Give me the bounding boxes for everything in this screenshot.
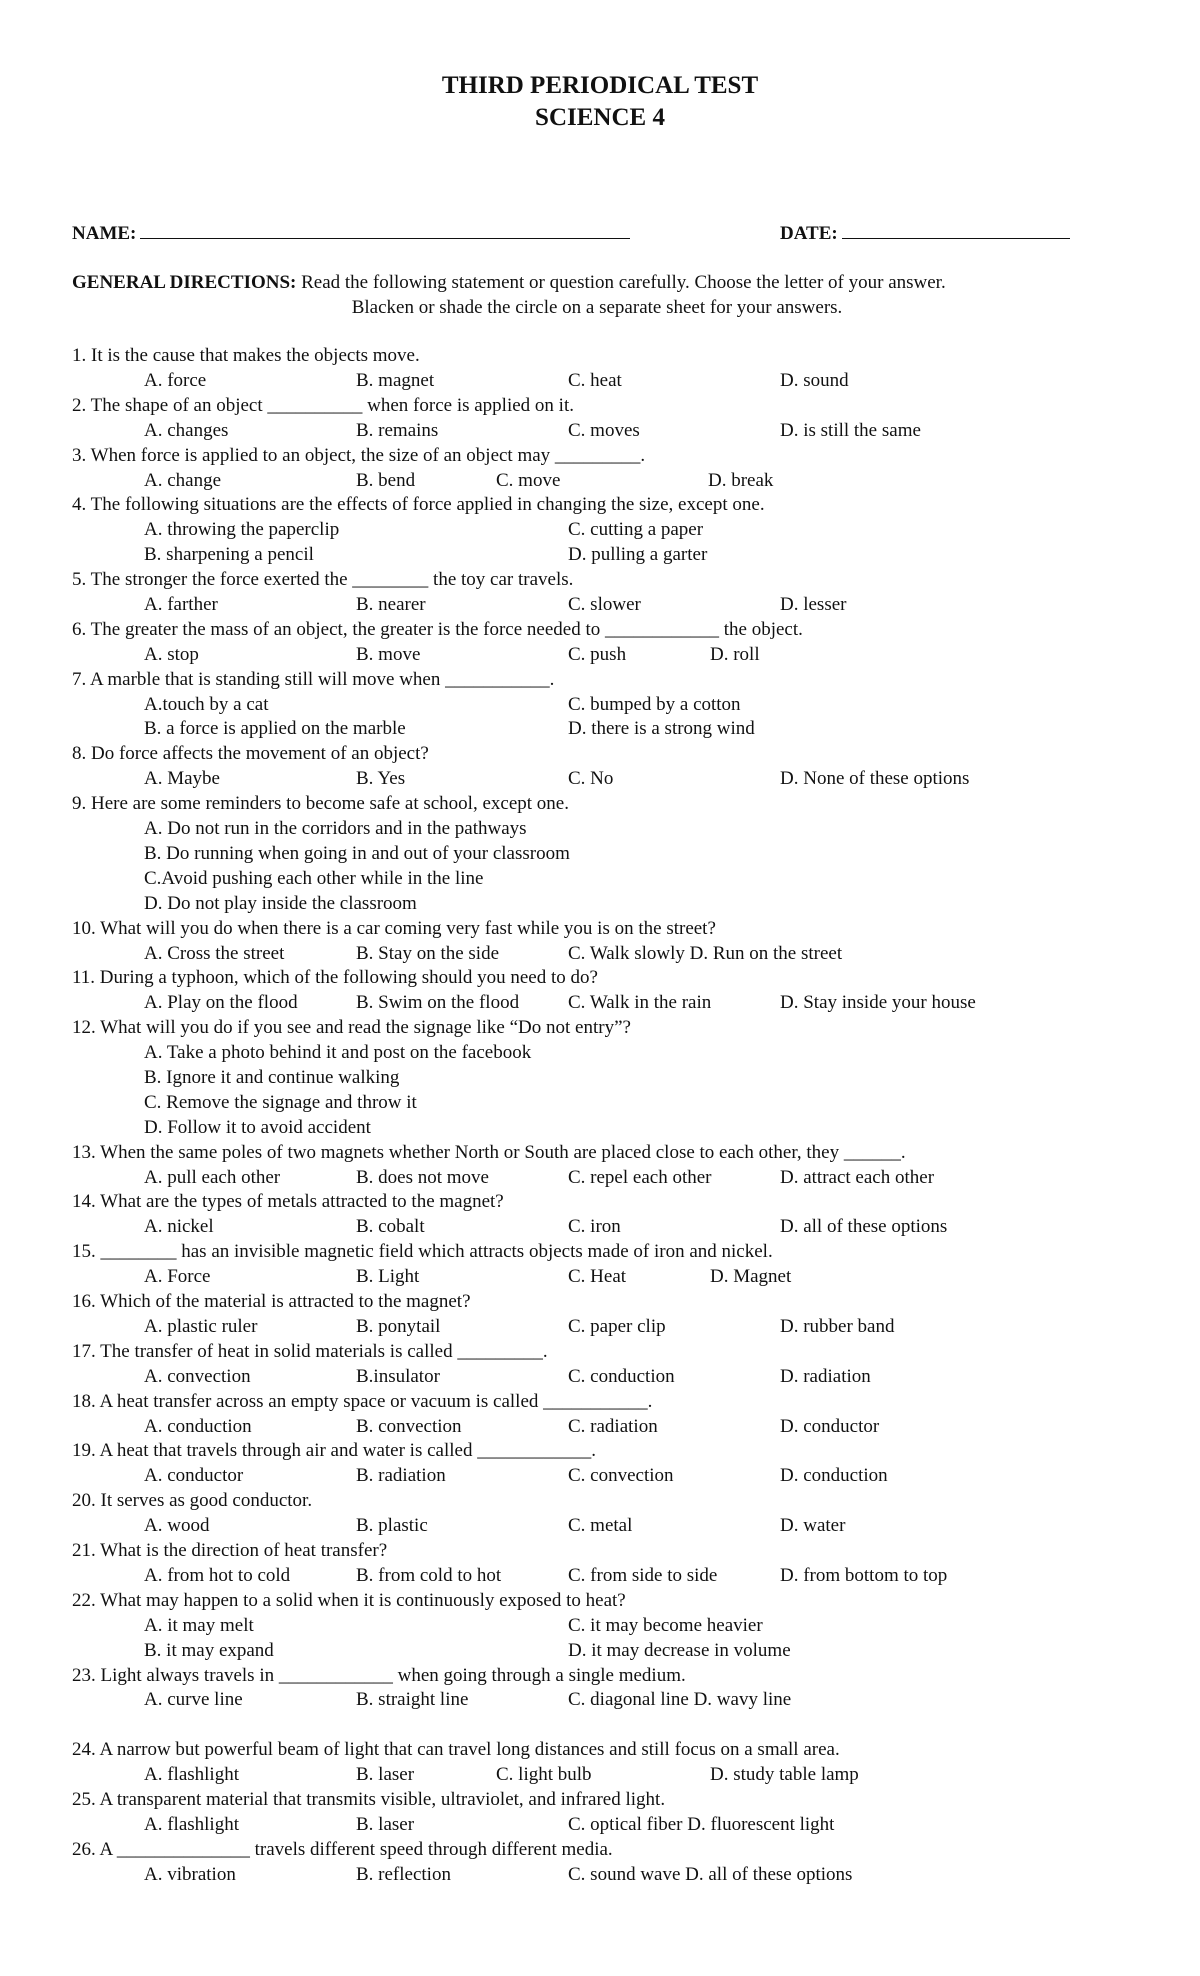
question-text: 20. It serves as good conductor. — [72, 1490, 313, 1512]
answer-option: A. change — [144, 469, 222, 491]
answer-option: C. Heat — [568, 1266, 627, 1288]
directions-label: GENERAL DIRECTIONS: — [72, 272, 297, 293]
answer-option: A. Do not run in the corridors and in the pathways — [144, 818, 527, 840]
answer-option: D. water — [780, 1515, 846, 1537]
option-row — [72, 693, 1152, 718]
option-row — [72, 1464, 1152, 1489]
answer-option: C. diagonal line D. wavy line — [568, 1689, 792, 1711]
answer-option: B. magnet — [356, 369, 435, 391]
answer-option: A. Maybe — [144, 768, 220, 790]
answer-option: B. Yes — [356, 768, 406, 790]
answer-option: C. sound wave D. all of these options — [568, 1863, 853, 1885]
answer-option: B. Light — [356, 1266, 420, 1288]
answer-option: B. it may expand — [144, 1639, 274, 1661]
option-row — [72, 1066, 1152, 1091]
question-text: 24. A narrow but powerful beam of light that can travel long distances and still focus on a small area. — [72, 1739, 840, 1761]
answer-option: A. stop — [144, 643, 199, 665]
option-row — [72, 1639, 1152, 1664]
answer-option: C. cutting a paper — [568, 519, 704, 541]
answer-option: D. conductor — [780, 1415, 880, 1437]
answer-option: C. Walk in the rain — [568, 992, 712, 1014]
answer-option: D. there is a strong wind — [568, 718, 755, 740]
answer-option: A. vibration — [144, 1863, 236, 1885]
answer-option: D. it may decrease in volume — [568, 1639, 791, 1661]
answer-option: D. radiation — [780, 1365, 871, 1387]
option-row — [72, 1763, 1152, 1788]
option-row — [72, 1614, 1152, 1639]
answer-option: D. Stay inside your house — [780, 992, 976, 1014]
answer-option: B. Stay on the side — [356, 942, 500, 964]
answer-option: A. nickel — [144, 1216, 214, 1238]
question-text: 4. The following situations are the effects of force applied in changing the size, except one. — [72, 494, 765, 516]
answer-option: D. attract each other — [780, 1166, 935, 1188]
option-row — [72, 1415, 1152, 1440]
question-text: 6. The greater the mass of an object, the greater is the force needed to ____________ the object. — [72, 618, 803, 640]
question-text: 18. A heat transfer across an empty space or vacuum is called ___________. — [72, 1390, 653, 1412]
answer-option: B. laser — [356, 1813, 415, 1835]
option-row — [72, 1091, 1152, 1116]
answer-option: D. study table lamp — [710, 1764, 859, 1786]
answer-option: C. optical fiber D. fluorescent light — [568, 1813, 835, 1835]
answer-option: C. conduction — [568, 1365, 675, 1387]
option-row — [72, 867, 1152, 892]
option-row — [72, 1116, 1152, 1141]
answer-option: A. curve line — [144, 1689, 243, 1711]
answer-option: C. Remove the signage and throw it — [144, 1091, 417, 1113]
answer-option: B. cobalt — [356, 1216, 425, 1238]
option-row — [72, 1688, 1152, 1713]
answer-option: D. lesser — [780, 593, 847, 615]
answer-option: C. move — [496, 469, 561, 491]
answer-option: D. is still the same — [780, 419, 921, 441]
answer-option: A. plastic ruler — [144, 1315, 258, 1337]
answer-option: C. iron — [568, 1216, 621, 1238]
option-row — [72, 543, 1152, 568]
answer-option: B. remains — [356, 419, 439, 441]
option-row — [72, 717, 1152, 742]
answer-option: D. roll — [710, 643, 760, 665]
answer-option: C. radiation — [568, 1415, 658, 1437]
answer-option: A. flashlight — [144, 1813, 239, 1835]
spacer — [72, 1713, 1152, 1738]
option-row — [72, 1315, 1152, 1340]
date-label: DATE: — [780, 223, 838, 244]
option-row — [72, 1166, 1152, 1191]
answer-option: C. from side to side — [568, 1564, 718, 1586]
option-row — [72, 1215, 1152, 1240]
answer-option: C. light bulb — [496, 1764, 592, 1786]
answer-option: A. it may melt — [144, 1614, 254, 1636]
answer-option: C. push — [568, 643, 627, 665]
answer-option: D. break — [708, 469, 774, 491]
option-row — [72, 892, 1152, 917]
answer-option: B. nearer — [356, 593, 426, 615]
answer-option: B. sharpening a pencil — [144, 544, 314, 566]
answer-option: A. Play on the flood — [144, 992, 298, 1014]
question-text: 1. It is the cause that makes the objects move. — [72, 345, 420, 366]
page-subtitle: SCIENCE 4 — [535, 104, 665, 131]
answer-option: C. slower — [568, 593, 641, 615]
question-text: 13. When the same poles of two magnets whether North or South are placed close to each other, they ______. — [72, 1141, 906, 1163]
directions-line-2: Blacken or shade the circle on a separate sheet for your answers. — [351, 297, 843, 318]
answer-option: A. farther — [144, 593, 218, 615]
option-row — [72, 1365, 1152, 1390]
option-row — [72, 1813, 1152, 1838]
answer-option: A. conductor — [144, 1465, 244, 1487]
answer-option: C. it may become heavier — [568, 1614, 763, 1636]
question-text: 5. The stronger the force exerted the ________ the toy car travels. — [72, 569, 574, 591]
answer-option: A. flashlight — [144, 1764, 239, 1786]
question-text: 11. During a typhoon, which of the following should you need to do? — [72, 967, 598, 989]
answer-option: B. Ignore it and continue walking — [144, 1067, 400, 1089]
answer-option: B. Swim on the flood — [356, 992, 520, 1014]
option-row — [72, 1514, 1152, 1539]
option-row — [72, 419, 1152, 444]
answer-option: A. conduction — [144, 1415, 252, 1437]
answer-option: B. Do running when going in and out of your classroom — [144, 842, 570, 864]
answer-option: B. ponytail — [356, 1315, 441, 1337]
answer-option: A. force — [144, 369, 207, 391]
date-field[interactable] — [780, 222, 1070, 245]
answer-option: C. heat — [568, 369, 622, 391]
answer-option: A. convection — [144, 1365, 251, 1387]
page-title: THIRD PERIODICAL TEST — [441, 72, 759, 99]
name-label: NAME: — [72, 223, 137, 244]
answer-option: D. conduction — [780, 1465, 888, 1487]
answer-option: D. pulling a garter — [568, 544, 708, 566]
answer-option: B. reflection — [356, 1863, 451, 1885]
name-line[interactable] — [140, 222, 630, 239]
answer-option: C. bumped by a cotton — [568, 693, 741, 715]
answer-option: D. Do not play inside the classroom — [144, 892, 417, 914]
answer-option: A. Take a photo behind it and post on the facebook — [144, 1042, 532, 1064]
question-text: 16. Which of the material is attracted to the magnet? — [72, 1291, 471, 1313]
date-line[interactable] — [842, 222, 1070, 239]
answer-option: C.Avoid pushing each other while in the line — [144, 867, 484, 889]
answer-option: B. convection — [356, 1415, 462, 1437]
answer-option: B. move — [356, 643, 421, 665]
option-row — [72, 942, 1152, 967]
answer-option: D. from bottom to top — [780, 1564, 948, 1586]
question-text: 10. What will you do when there is a car coming very fast while you is on the street? — [72, 917, 716, 939]
answer-option: B. laser — [356, 1764, 415, 1786]
question-list — [72, 344, 1152, 1888]
answer-option: A. throwing the paperclip — [144, 519, 340, 541]
question-text: 26. A ______________ travels different speed through different media. — [72, 1838, 613, 1860]
answer-option: B. plastic — [356, 1515, 428, 1537]
answer-option: C. metal — [568, 1515, 633, 1537]
directions-line-1: Read the following statement or question carefully. Choose the letter of your answer. — [301, 272, 946, 293]
question-text: 21. What is the direction of heat transfer? — [72, 1540, 388, 1562]
question-text: 19. A heat that travels through air and water is called ____________. — [72, 1440, 596, 1462]
answer-option: A. pull each other — [144, 1166, 281, 1188]
answer-option: B.insulator — [356, 1365, 440, 1387]
answer-option: B. bend — [356, 469, 416, 491]
answer-option: B. from cold to hot — [356, 1564, 502, 1586]
answer-option: A.touch by a cat — [144, 693, 269, 715]
answer-option: A. Force — [144, 1266, 211, 1288]
option-row — [72, 369, 1152, 394]
question-text: 14. What are the types of metals attracted to the magnet? — [72, 1191, 504, 1213]
option-row — [72, 1564, 1152, 1589]
answer-option: B. straight line — [356, 1689, 469, 1711]
option-row — [72, 518, 1152, 543]
answer-option: B. does not move — [356, 1166, 489, 1188]
answer-option: D. Magnet — [710, 1266, 792, 1288]
option-row — [72, 842, 1152, 867]
question-text: 2. The shape of an object __________ when force is applied on it. — [72, 394, 574, 416]
option-row — [72, 991, 1152, 1016]
answer-option: B. radiation — [356, 1465, 446, 1487]
question-text: 3. When force is applied to an object, the size of an object may _________. — [72, 444, 646, 466]
option-row — [72, 643, 1152, 668]
option-row — [72, 817, 1152, 842]
answer-option: D. None of these options — [780, 768, 970, 790]
answer-option: C. Walk slowly D. Run on the street — [568, 942, 843, 964]
answer-option: D. all of these options — [780, 1216, 948, 1238]
question-text: 25. A transparent material that transmits visible, ultraviolet, and infrared light. — [72, 1789, 666, 1811]
answer-option: C. paper clip — [568, 1315, 666, 1337]
option-row — [72, 1265, 1152, 1290]
answer-option: C. No — [568, 768, 614, 790]
general-directions — [72, 270, 1142, 320]
answer-option: A. wood — [144, 1515, 210, 1537]
option-row — [72, 1863, 1152, 1888]
question-text: 12. What will you do if you see and read the signage like “Do not entry”? — [72, 1017, 631, 1039]
answer-option: C. repel each other — [568, 1166, 712, 1188]
answer-option: D. sound — [780, 369, 849, 391]
question-text: 7. A marble that is standing still will move when ___________. — [72, 668, 555, 690]
answer-option: B. a force is applied on the marble — [144, 718, 406, 740]
question-text: 23. Light always travels in ____________ when going through a single medium. — [72, 1664, 686, 1686]
option-row — [72, 593, 1152, 618]
question-text: 15. ________ has an invisible magnetic field which attracts objects made of iron and nickel. — [72, 1241, 773, 1263]
question-text: 17. The transfer of heat in solid materials is called _________. — [72, 1340, 548, 1362]
question-text: 22. What may happen to a solid when it is continuously exposed to heat? — [72, 1589, 626, 1611]
answer-option: C. moves — [568, 419, 640, 441]
option-row — [72, 469, 1152, 494]
answer-option: D. Follow it to avoid accident — [144, 1116, 371, 1138]
answer-option: A. from hot to cold — [144, 1564, 291, 1586]
answer-option: C. convection — [568, 1465, 674, 1487]
answer-option: A. Cross the street — [144, 942, 285, 964]
answer-option: A. changes — [144, 419, 229, 441]
option-row — [72, 767, 1152, 792]
name-field[interactable] — [72, 222, 630, 245]
question-text: 9. Here are some reminders to become safe at school, except one. — [72, 793, 569, 815]
question-text: 8. Do force affects the movement of an object? — [72, 743, 429, 765]
answer-option: D. rubber band — [780, 1315, 895, 1337]
option-row — [72, 1041, 1152, 1066]
